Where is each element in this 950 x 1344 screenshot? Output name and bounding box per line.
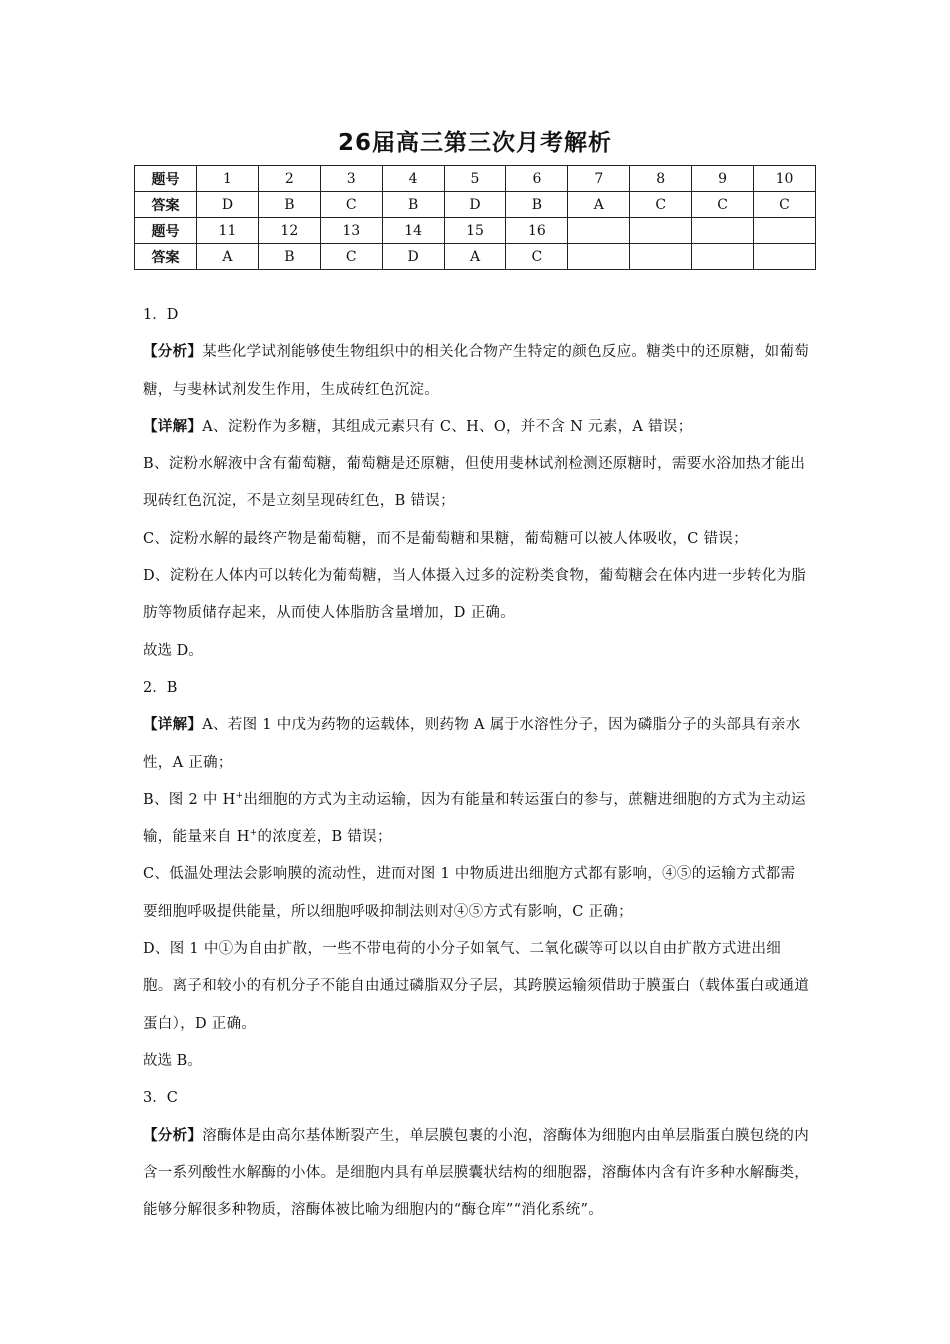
table-cell: 4 [382, 166, 444, 192]
q1-option-b: B、淀粉水解液中含有葡萄糖，葡萄糖是还原糖，但使用斐林试剂检测还原糖时，需要水浴加热才能出现砖红色沉淀，不是立刻呈现砖红色，B 错误； [143, 456, 806, 510]
table-cell: 12 [258, 218, 320, 244]
q1-option-d: D、淀粉在人体内可以转化为葡萄糖，当人体摄入过多的淀粉类食物，葡萄糖会在体内进一步转化为脂肪等物质储存起来，从而使人体脂肪含量增加，D 正确。 [143, 568, 807, 622]
table-cell: D [382, 244, 444, 270]
table-cell [754, 244, 816, 270]
superscript-plus: + [249, 828, 258, 839]
table-cell: 9 [692, 166, 754, 192]
table-cell: C [320, 244, 382, 270]
table-cell: A [568, 192, 630, 218]
answer-table [134, 165, 816, 270]
q3-heading: 3．C [143, 1090, 178, 1107]
table-cell: 7 [568, 166, 630, 192]
q3-analysis: 【分析】溶酶体是由高尔基体断裂产生，单层膜包裹的小泡，溶酶体为细胞内由单层脂蛋白膜包绕的内含一系列酸性水解酶的小体。是细胞内具有单层膜囊状结构的细胞器，溶酶体内含有许多种水解酶类，能够分解很多种物质，溶酶体被比喻为细胞内的“酶仓库”“消化系统”。 [143, 1127, 809, 1219]
table-cell: A [197, 244, 259, 270]
answer-table-row [135, 244, 816, 270]
row-header: 题号 [135, 166, 197, 192]
row-header: 题号 [135, 218, 197, 244]
q1-detail-a: 【详解】A、淀粉作为多糖，其组成元素只有 C、H、O，并不含 N 元素，A 错误； [143, 418, 693, 435]
table-cell: D [197, 192, 259, 218]
table-cell: B [382, 192, 444, 218]
q1-analysis: 【分析】某些化学试剂能够使生物组织中的相关化合物产生特定的颜色反应。糖类中的还原糖，如葡萄糖，与斐林试剂发生作用，生成砖红色沉淀。 [143, 344, 809, 398]
table-cell: C [692, 192, 754, 218]
q1-conclusion: 故选 D。 [143, 642, 203, 659]
q2-conclusion: 故选 B。 [143, 1052, 202, 1069]
q1-option-c: C、淀粉水解的最终产物是葡萄糖，而不是葡萄糖和果糖，葡萄糖可以被人体吸收，C 错误； [143, 530, 748, 547]
table-cell: 15 [444, 218, 506, 244]
table-cell: B [506, 192, 568, 218]
analysis-label: 【分析】 [143, 1127, 203, 1144]
table-cell [630, 218, 692, 244]
q2-heading: 2．B [143, 679, 178, 696]
table-cell: D [444, 192, 506, 218]
table-cell [568, 244, 630, 270]
table-cell: 1 [197, 166, 259, 192]
table-cell [568, 218, 630, 244]
table-cell: 13 [320, 218, 382, 244]
table-cell: C [506, 244, 568, 270]
row-header: 答案 [135, 244, 197, 270]
table-cell: 2 [258, 166, 320, 192]
q2-option-c: C、低温处理法会影响膜的流动性，进而对图 1 中物质进出细胞方式都有影响，④⑤的运输方式都需要细胞呼吸提供能量，所以细胞呼吸抑制法则对④⑤方式有影响，C 正确； [143, 866, 796, 920]
page-title: 26届高三第三次月考解析 [337, 130, 612, 156]
detail-label: 【详解】 [143, 418, 203, 435]
table-cell [630, 244, 692, 270]
table-cell: A [444, 244, 506, 270]
table-cell [692, 244, 754, 270]
table-cell: C [630, 192, 692, 218]
q2-detail-a: 【详解】A、若图 1 中戊为药物的运载体，则药物 A 属于水溶性分子，因为磷脂分子的头部具有亲水性，A 正确； [143, 717, 801, 771]
table-cell: C [754, 192, 816, 218]
table-cell: 11 [197, 218, 259, 244]
q2-option-d: D、图 1 中①为自由扩散，一些不带电荷的小分子如氧气、二氧化碳等可以以自由扩散方式进出细胞。离子和较小的有机分子不能自由通过磷脂双分子层，其跨膜运输须借助于膜蛋白（载体蛋白或通道蛋白），D 正确。 [143, 941, 809, 1032]
table-cell: 8 [630, 166, 692, 192]
q2-option-b: B、图 2 中 H+出细胞的方式为主动运输，因为有能量和转运蛋白的参与，蔗糖进细胞的方式为主动运输，能量来自 H+的浓度差，B 错误； [143, 791, 806, 846]
table-cell: 14 [382, 218, 444, 244]
detail-label: 【详解】 [143, 717, 203, 734]
row-header: 答案 [135, 192, 197, 218]
explanations [143, 297, 810, 1229]
table-cell: 5 [444, 166, 506, 192]
answer-table-row [135, 166, 816, 192]
answer-table-row [135, 218, 816, 244]
q1-heading: 1．D [143, 307, 179, 323]
table-cell [692, 218, 754, 244]
table-cell: 6 [506, 166, 568, 192]
table-cell [754, 218, 816, 244]
table-cell: B [258, 244, 320, 270]
table-cell: C [320, 192, 382, 218]
table-cell: B [258, 192, 320, 218]
table-cell: 16 [506, 218, 568, 244]
analysis-label: 【分析】 [143, 344, 203, 361]
table-cell: 10 [754, 166, 816, 192]
table-cell: 3 [320, 166, 382, 192]
superscript-plus: + [235, 791, 244, 802]
answer-table-row [135, 192, 816, 218]
